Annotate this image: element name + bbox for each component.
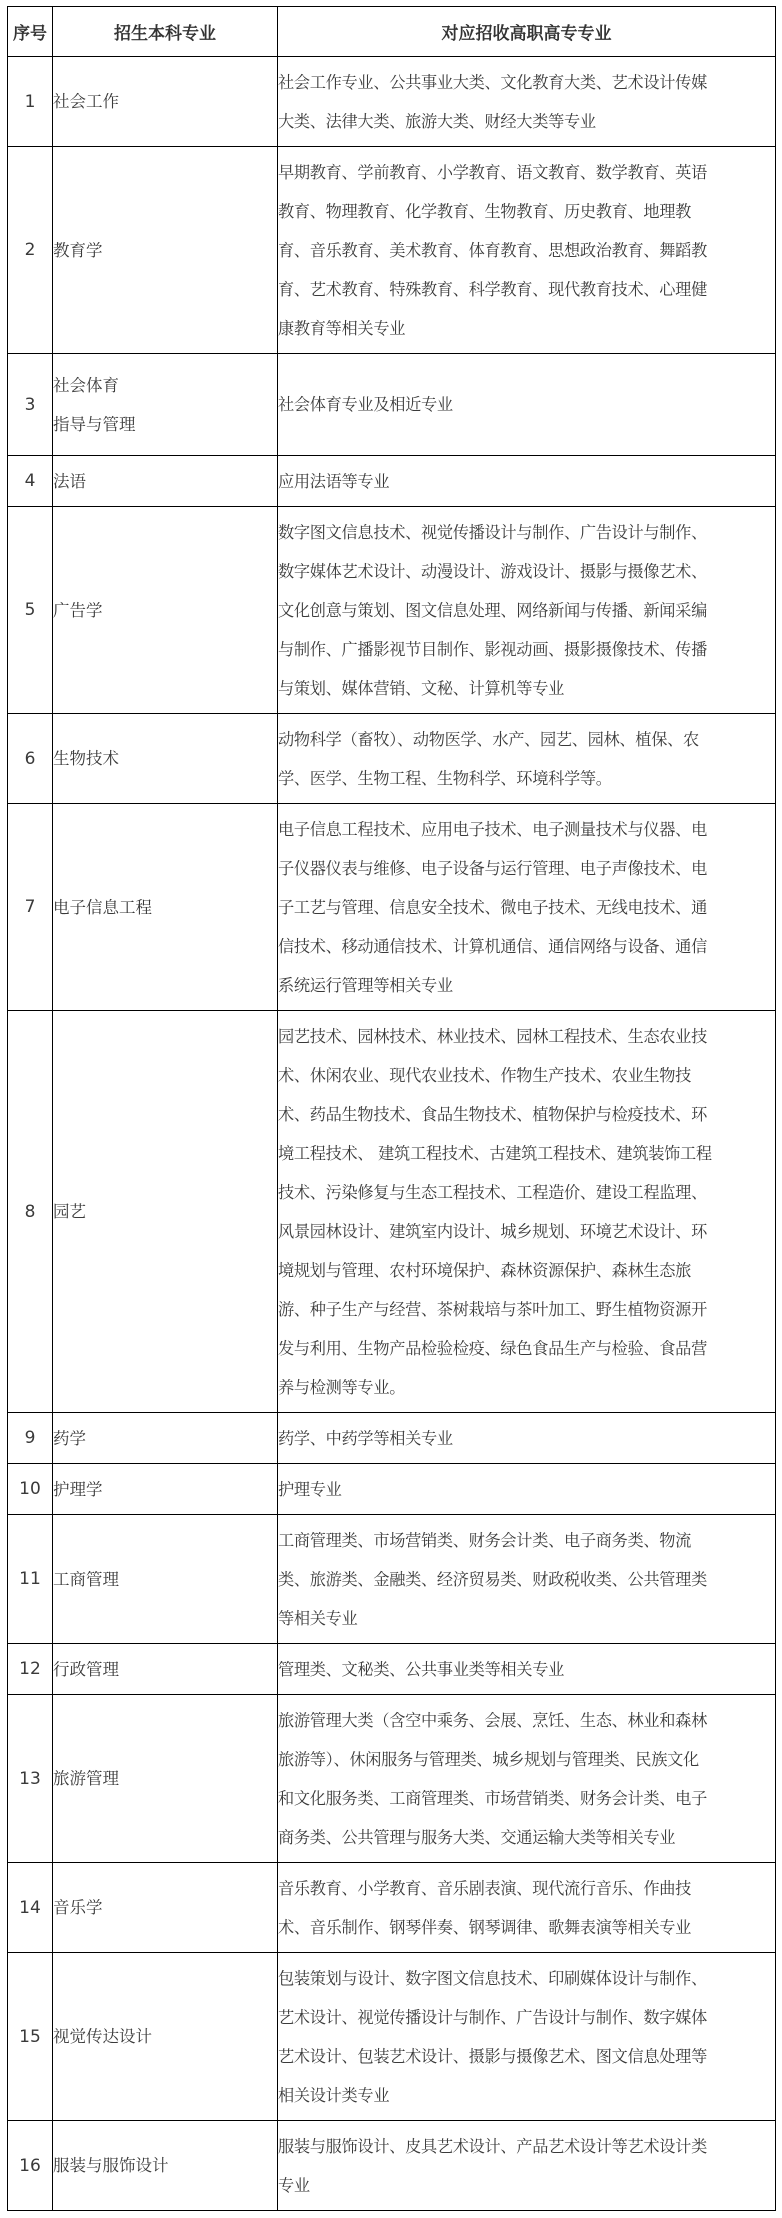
row-undergraduate-major xyxy=(53,456,278,507)
table-row xyxy=(8,147,776,354)
row-undergraduate-major xyxy=(53,1644,278,1695)
related-majors-line: 专业 xyxy=(278,2175,310,2195)
table-row xyxy=(8,804,776,1011)
related-majors-line: 和文化服务类、工商管理类、市场营销类、财务会计类、电子 xyxy=(278,1788,707,1808)
related-majors-line: 类、旅游类、金融类、经济贸易类、财政税收类、公共管理类 xyxy=(278,1569,707,1589)
row-related-majors xyxy=(278,57,776,147)
row-index: 6 xyxy=(8,714,53,804)
related-majors-line: 数字图文信息技术、视觉传播设计与制作、广告设计与制作、 xyxy=(278,522,707,542)
related-majors-line: 应用法语等专业 xyxy=(278,471,390,491)
row-index: 13 xyxy=(8,1695,53,1863)
related-majors-line: 数字媒体艺术设计、动漫设计、游戏设计、摄影与摄像艺术、 xyxy=(278,561,707,581)
row-index: 8 xyxy=(8,1011,53,1413)
majors-mapping-table xyxy=(7,6,776,2211)
related-majors-line: 发与利用、生物产品检验检疫、绿色食品生产与检验、食品营 xyxy=(278,1338,707,1358)
related-majors-line: 包装策划与设计、数字图文信息技术、印刷媒体设计与制作、 xyxy=(278,1968,707,1988)
related-majors-line: 康教育等相关专业 xyxy=(278,318,406,338)
row-index: 14 xyxy=(8,1863,53,1953)
related-majors-line: 音乐教育、小学教育、音乐剧表演、现代流行音乐、作曲技 xyxy=(278,1878,692,1898)
row-undergraduate-major xyxy=(53,1464,278,1515)
major-name-line: 广告学 xyxy=(53,600,103,620)
related-majors-line: 游、种子生产与经营、茶树栽培与茶叶加工、野生植物资源开 xyxy=(278,1299,707,1319)
table-row xyxy=(8,1413,776,1464)
related-majors-line: 境工程技术、 建筑工程技术、古建筑工程技术、建筑装饰工程 xyxy=(278,1143,712,1163)
related-majors-line: 教育、物理教育、化学教育、生物教育、历史教育、地理教 xyxy=(278,201,692,221)
row-index: 15 xyxy=(8,1953,53,2121)
major-name-line: 生物技术 xyxy=(53,749,119,768)
related-majors-line: 养与检测等专业。 xyxy=(278,1377,406,1397)
related-majors-line: 与策划、媒体营销、文秘、计算机等专业 xyxy=(278,678,564,698)
table-row xyxy=(8,507,776,714)
row-related-majors xyxy=(278,1695,776,1863)
table-row xyxy=(8,2121,776,2211)
row-related-majors xyxy=(278,1011,776,1413)
related-majors-line: 动物科学（畜牧）、动物医学、水产、园艺、园林、植保、农 xyxy=(278,729,699,749)
major-name-line: 旅游管理 xyxy=(53,1769,119,1788)
row-related-majors xyxy=(278,714,776,804)
related-majors-line: 大类、法律大类、旅游大类、财经大类等专业 xyxy=(278,111,596,131)
row-index: 16 xyxy=(8,2121,53,2211)
related-majors-line: 相关设计类专业 xyxy=(278,2085,390,2105)
related-majors-line: 术、音乐制作、钢琴伴奏、钢琴调律、歌舞表演等相关专业 xyxy=(278,1917,692,1937)
row-undergraduate-major xyxy=(53,1413,278,1464)
table-row xyxy=(8,714,776,804)
row-undergraduate-major xyxy=(53,1695,278,1863)
row-index: 4 xyxy=(8,456,53,507)
row-undergraduate-major xyxy=(53,57,278,147)
major-name-line: 社会体育 xyxy=(53,375,119,395)
related-majors-line: 护理专业 xyxy=(278,1479,342,1499)
row-related-majors xyxy=(278,1413,776,1464)
row-undergraduate-major xyxy=(53,1011,278,1413)
table-row xyxy=(8,456,776,507)
major-name-line: 音乐学 xyxy=(53,1898,103,1917)
related-majors-line: 育、艺术教育、特殊教育、科学教育、现代教育技术、心理健 xyxy=(278,279,707,299)
major-name-line: 电子信息工程 xyxy=(53,897,152,917)
row-index: 10 xyxy=(8,1464,53,1515)
row-undergraduate-major xyxy=(53,507,278,714)
related-majors-line: 子工艺与管理、信息安全技术、微电子技术、无线电技术、通 xyxy=(278,897,707,917)
related-majors-line: 旅游等）、休闲服务与管理类、城乡规划与管理类、民族文化 xyxy=(278,1749,699,1769)
header-undergraduate-major: 招生本科专业 xyxy=(53,7,278,57)
row-index: 1 xyxy=(8,57,53,147)
related-majors-line: 境规划与管理、农村环境保护、森林资源保护、森林生态旅 xyxy=(278,1260,692,1280)
related-majors-line: 育、音乐教育、美术教育、体育教育、思想政治教育、舞蹈教 xyxy=(278,240,707,260)
row-undergraduate-major xyxy=(53,804,278,1011)
major-name-line: 行政管理 xyxy=(53,1659,119,1679)
row-undergraduate-major xyxy=(53,2121,278,2211)
table-row xyxy=(8,1695,776,1863)
row-index: 5 xyxy=(8,507,53,714)
row-related-majors xyxy=(278,1644,776,1695)
table-header-row xyxy=(8,7,776,57)
table-row xyxy=(8,354,776,456)
row-related-majors xyxy=(278,456,776,507)
row-related-majors xyxy=(278,1863,776,1953)
row-index: 2 xyxy=(8,147,53,354)
table-body xyxy=(8,57,776,2211)
related-majors-line: 社会体育专业及相近专业 xyxy=(278,395,453,414)
related-majors-line: 文化创意与策划、图文信息处理、网络新闻与传播、新闻采编 xyxy=(278,600,707,620)
row-related-majors xyxy=(278,2121,776,2211)
related-majors-line: 术、休闲农业、现代农业技术、作物生产技术、农业生物技 xyxy=(278,1065,692,1085)
major-name-line: 视觉传达设计 xyxy=(53,2027,152,2046)
major-name-line: 药学 xyxy=(53,1428,86,1448)
related-majors-line: 工商管理类、市场营销类、财务会计类、电子商务类、物流 xyxy=(278,1530,692,1550)
related-majors-line: 子仪器仪表与维修、电子设备与运行管理、电子声像技术、电 xyxy=(278,858,707,878)
major-name-line: 教育学 xyxy=(53,240,103,260)
table-row xyxy=(8,1644,776,1695)
row-related-majors xyxy=(278,1515,776,1644)
related-majors-line: 艺术设计、包装艺术设计、摄影与摄像艺术、图文信息处理等 xyxy=(278,2046,707,2066)
major-name-line: 工商管理 xyxy=(53,1569,119,1589)
table-row xyxy=(8,57,776,147)
table-row xyxy=(8,1464,776,1515)
table-row xyxy=(8,1953,776,2121)
major-name-line: 法语 xyxy=(53,471,86,491)
related-majors-line: 风景园林设计、建筑室内设计、城乡规划、环境艺术设计、环 xyxy=(278,1221,707,1241)
row-index: 7 xyxy=(8,804,53,1011)
major-name-line: 服装与服饰设计 xyxy=(53,2156,169,2175)
row-related-majors xyxy=(278,1464,776,1515)
related-majors-line: 等相关专业 xyxy=(278,1608,358,1628)
related-majors-line: 旅游管理大类（含空中乘务、会展、烹饪、生态、林业和森林 xyxy=(278,1710,707,1730)
related-majors-line: 管理类、文秘类、公共事业类等相关专业 xyxy=(278,1659,564,1679)
related-majors-line: 术、药品生物技术、食品生物技术、植物保护与检疫技术、环 xyxy=(278,1104,707,1124)
major-name-line: 护理学 xyxy=(53,1479,103,1499)
table-row xyxy=(8,1011,776,1413)
related-majors-line: 艺术设计、视觉传播设计与制作、广告设计与制作、数字媒体 xyxy=(278,2007,707,2027)
related-majors-line: 电子信息工程技术、应用电子技术、电子测量技术与仪器、电 xyxy=(278,819,707,839)
header-related-vocational-majors: 对应招收高职高专专业 xyxy=(278,7,776,57)
related-majors-line: 社会工作专业、公共事业大类、文化教育大类、艺术设计传媒 xyxy=(278,72,707,92)
row-undergraduate-major xyxy=(53,1515,278,1644)
related-majors-line: 早期教育、学前教育、小学教育、语文教育、数学教育、英语 xyxy=(278,162,707,182)
related-majors-line: 学、医学、生物工程、生物科学、环境科学等。 xyxy=(278,768,612,788)
major-name-line: 指导与管理 xyxy=(53,414,136,434)
major-name-line: 园艺 xyxy=(53,1202,86,1221)
table-row xyxy=(8,1863,776,1953)
related-majors-line: 园艺技术、园林技术、林业技术、园林工程技术、生态农业技 xyxy=(278,1026,707,1046)
row-index: 9 xyxy=(8,1413,53,1464)
major-name-line: 社会工作 xyxy=(53,92,119,111)
related-majors-line: 商务类、公共管理与服务大类、交通运输大类等相关专业 xyxy=(278,1827,676,1847)
row-index: 3 xyxy=(8,354,53,456)
table-row xyxy=(8,1515,776,1644)
row-undergraduate-major xyxy=(53,147,278,354)
row-related-majors xyxy=(278,804,776,1011)
row-related-majors xyxy=(278,354,776,456)
related-majors-line: 系统运行管理等相关专业 xyxy=(278,975,453,995)
row-undergraduate-major xyxy=(53,354,278,456)
row-related-majors xyxy=(278,507,776,714)
row-related-majors xyxy=(278,147,776,354)
related-majors-line: 与制作、广播影视节目制作、影视动画、摄影摄像技术、传播 xyxy=(278,639,707,659)
row-undergraduate-major xyxy=(53,1863,278,1953)
row-index: 12 xyxy=(8,1644,53,1695)
row-index: 11 xyxy=(8,1515,53,1644)
related-majors-line: 药学、中药学等相关专业 xyxy=(278,1428,453,1448)
row-related-majors xyxy=(278,1953,776,2121)
related-majors-line: 技术、污染修复与生态工程技术、工程造价、建设工程监理、 xyxy=(278,1182,707,1202)
row-undergraduate-major xyxy=(53,714,278,804)
header-index: 序号 xyxy=(8,7,53,57)
row-undergraduate-major xyxy=(53,1953,278,2121)
related-majors-line: 信技术、移动通信技术、计算机通信、通信网络与设备、通信 xyxy=(278,936,707,956)
related-majors-line: 服装与服饰设计、皮具艺术设计、产品艺术设计等艺术设计类 xyxy=(278,2136,707,2156)
